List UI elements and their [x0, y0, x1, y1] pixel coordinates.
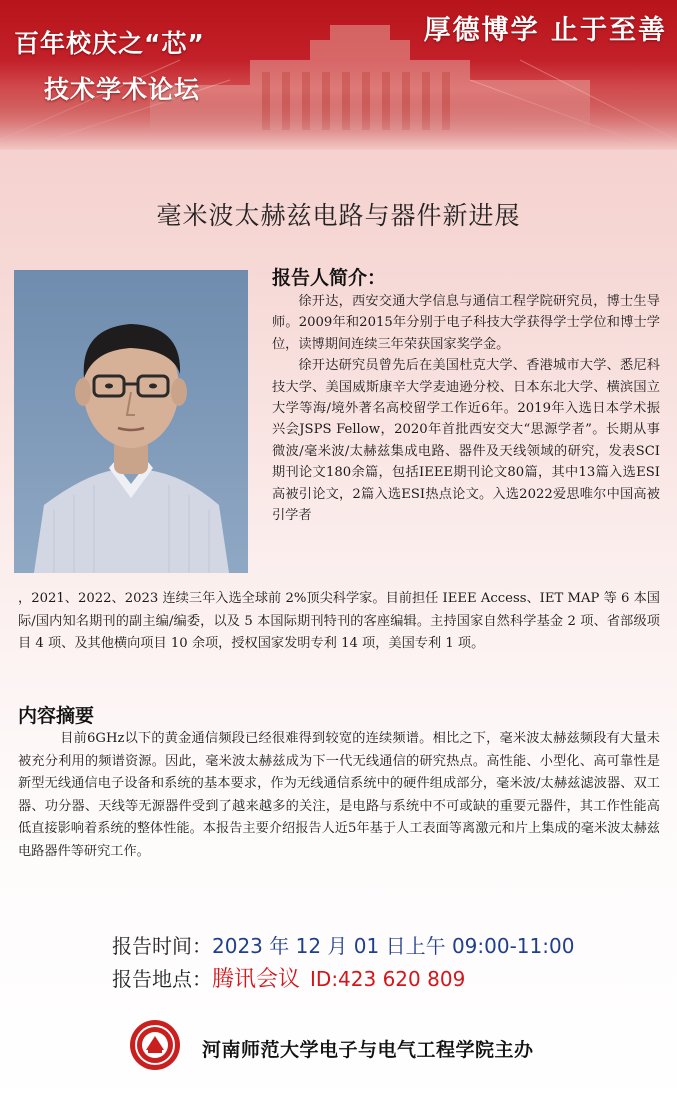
- header-banner: [0, 0, 677, 150]
- report-place-value: 腾讯会议: [212, 967, 301, 992]
- bio-text-full-width: [18, 588, 660, 656]
- abstract-body: [18, 728, 660, 864]
- abstract-heading: 内容摘要: [18, 705, 95, 727]
- university-seal-icon: [128, 1018, 182, 1072]
- bio-paragraph-3: ，2021、2022、2023 连续三年入选全球前 2%顶尖科学家。目前担任 IEEE Access、IET MAP 等 6 本国际/国内知名期刊的副主编/编委，以及 5 本国际期刊特刊的客座编辑。主持国家自然科学基金 2 项、省部级项目 4 项、及其他横向项目 10 余项，授权国家发明专利 14 项，美国专利 1 项。: [18, 591, 660, 651]
- bio-heading: 报告人简介：: [272, 267, 387, 289]
- report-time-value: 2023 年 12 月 01 日上午 09:00-11:00: [212, 934, 575, 958]
- bio-text-column: [272, 291, 660, 526]
- report-time-row: [112, 930, 574, 959]
- banner-title-line2: 技术学术论坛: [44, 75, 201, 104]
- report-place-label: 报告地点：: [112, 967, 212, 991]
- host-organization: 河南师范大学电子与电气工程学院主办: [202, 1039, 534, 1061]
- talk-title: 毫米波太赫兹电路与器件新进展: [156, 201, 521, 230]
- bio-paragraph-1: 徐开达，西安交通大学信息与通信工程学院研究员，博士生导师。2009年和2015年分别于电子科技大学获得学士学位和博士学位，读博期间连续三年荣获国家奖学金。: [272, 294, 660, 352]
- bio-paragraph-2: 徐开达研究员曾先后在美国杜克大学、香港城市大学、悉尼科技大学、美国威斯康辛大学麦迪逊分校、日本东北大学、横滨国立大学等海/境外著名高校留学工作近6年。2019年入选日本学术振兴会JSPS Fellow，2020年首批西安交大“思源学者”。长期从事微波/毫米波/太赫兹集成电路、器件及天线领域的研究，发表SCI期刊论文180余篇，包括IEEE期刊论文80篇，其中13篇入选ESI高被引论文，2篇入选ESI热点论文。入选2022爱思唯尔中国高被引学者: [272, 358, 660, 524]
- speaker-portrait-illustration: [14, 270, 248, 573]
- meeting-id: ID:423 620 809: [310, 967, 466, 991]
- speaker-photo: [14, 270, 248, 573]
- report-place-row: [112, 962, 465, 993]
- university-motto: 厚德博学 止于至善: [423, 15, 667, 46]
- abstract-paragraph: 目前6GHz以下的黄金通信频段已经很难得到较宽的连续频谱。相比之下，毫米波太赫兹频段有大量未被充分利用的频谱资源。因此，毫米波太赫兹成为下一代无线通信的研究热点。高性能、小型化、高可靠性是新型无线通信电子设备和系统的基本要求，作为无线通信系统中的硬件组成部分，毫米波/太赫兹滤波器、双工器、功分器、天线等无源器件受到了越来越多的关注，是电路与系统中不可或缺的重要元器件，其工作性能高低直接影响着系统的整体性能。本报告主要介绍报告人近5年基于人工表面等离激元和片上集成的毫米波太赫兹电路器件等研究工作。: [18, 731, 660, 859]
- report-time-label: 报告时间：: [112, 934, 212, 958]
- banner-title-line1: 百年校庆之“芯”: [14, 29, 205, 58]
